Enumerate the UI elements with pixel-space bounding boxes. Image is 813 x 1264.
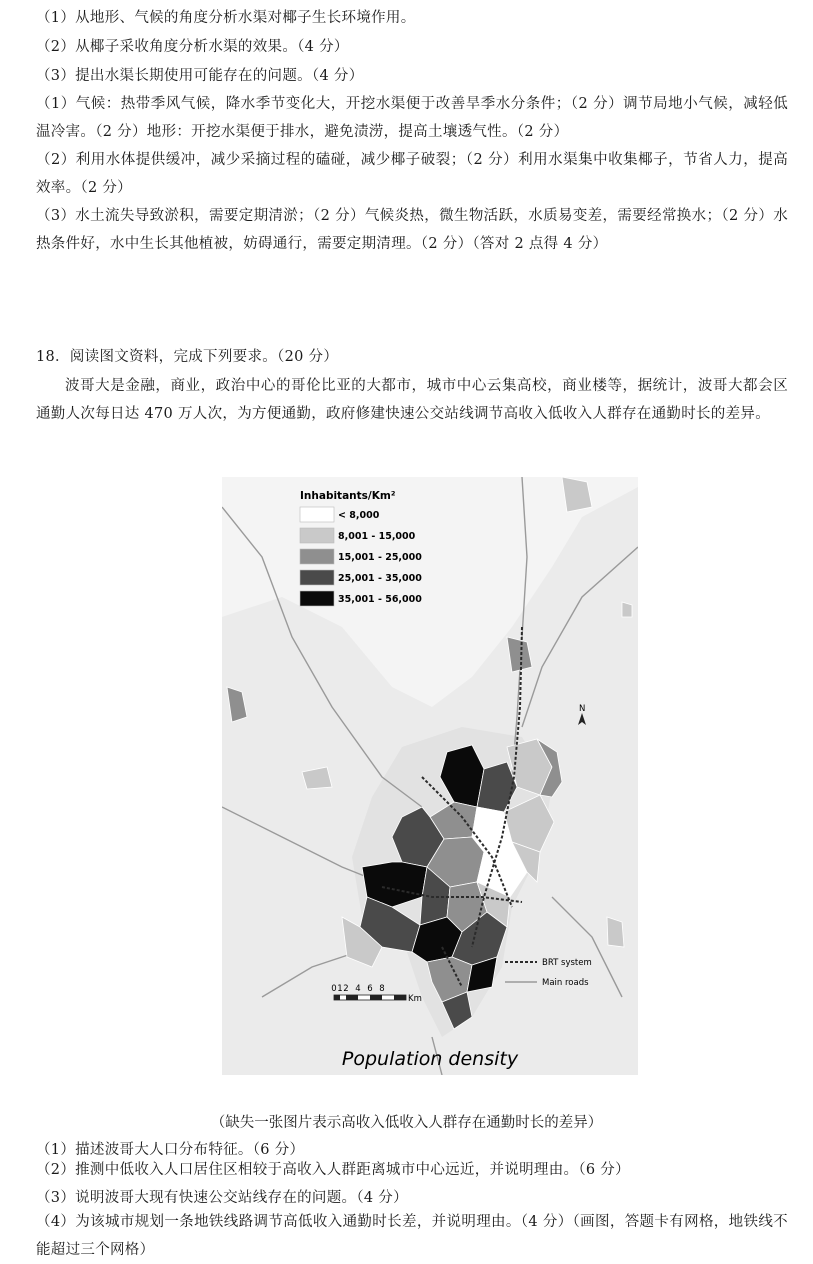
subquestion-3: （3）说明波哥大现有快速公交站线存在的问题。（4 分）	[36, 1190, 408, 1206]
subquestion-4: （4）为该城市规划一条地铁线路调节高低收入通勤时长差，并说明理由。（4 分）（画图，答题卡有网格，地铁线不能超过三个网格）	[36, 1214, 788, 1258]
question-18-heading: 18．阅读图文资料，完成下列要求。（20 分）	[36, 349, 339, 365]
brt-legend-label: BRT system	[542, 958, 592, 968]
legend-label: 8,001 - 15,000	[338, 531, 416, 542]
answer-17-3: （3）水土流失导致淤积，需要定期清淤；（2 分）气候炎热，微生物活跃，水质易变差，需要经常换水；（2 分）水热条件好，水中生长其他植被，妨碍通行，需要定期清理。（2 分）（答对 2 点得 4 分）	[36, 208, 788, 252]
legend-swatch	[300, 507, 334, 522]
subquestion-1: （1）描述波哥大人口分布特征。（6 分）	[36, 1142, 305, 1158]
subquestion-2: （2）推测中低收入人口居住区相较于高收入人群距离城市中心远近，并说明理由。（6 分）	[36, 1162, 630, 1178]
question-18-intro: 波哥大是金融，商业，政治中心的哥伦比亚的大都市，城市中心云集高校，商业楼等，据统计，波哥大都会区通勤人次每日达 470 万人次，为方便通勤，政府修建快速公交站线调节高收入低收入人群存在通勤时长的差异。	[36, 378, 788, 422]
legend-swatch	[300, 528, 334, 543]
legend-title: Inhabitants/Km²	[300, 490, 396, 502]
legend-swatch	[300, 549, 334, 564]
question-17-1: （1）从地形、气候的角度分析水渠对椰子生长环境作用。	[36, 10, 416, 26]
north-label: N	[579, 704, 586, 714]
map-caption: Population density	[341, 1048, 519, 1070]
scale-tick-label: 8	[379, 984, 385, 994]
answer-17-1: （1）气候：热带季风气候，降水季节变化大，开挖水渠便于改善旱季水分条件；（2 分）调节局地小气候，减轻低温冷害。（2 分）地形：开挖水渠便于排水，避免渍涝，提高土壤透气性。（2 分）	[36, 96, 788, 140]
answer-17-2: （2）利用水体提供缓冲，减少采摘过程的磕碰，减少椰子破裂；（2 分）利用水渠集中收集椰子，节省人力，提高效率。（2 分）	[36, 152, 788, 196]
scale-tick-label: 0	[331, 984, 337, 994]
scale-tick-label: 2	[343, 984, 349, 994]
question-17-2: （2）从椰子采收角度分析水渠的效果。（4 分）	[36, 39, 349, 55]
population-density-map	[222, 477, 638, 1075]
roads-legend-label: Main roads	[542, 978, 589, 988]
missing-figure-note: （缺失一张图片表示高收入低收入人群存在通勤时长的差异）	[210, 1115, 603, 1131]
legend-label: < 8,000	[338, 510, 380, 521]
legend-swatch	[300, 570, 334, 585]
scale-tick-label: 6	[367, 984, 373, 994]
legend-label: 25,001 - 35,000	[338, 573, 422, 584]
legend-label: 35,001 - 56,000	[338, 594, 422, 605]
scale-unit: Km	[408, 994, 422, 1004]
question-17-3: （3）提出水渠长期使用可能存在的问题。（4 分）	[36, 68, 364, 84]
scale-tick-label: 4	[355, 984, 361, 994]
legend-label: 15,001 - 25,000	[338, 552, 422, 563]
scale-tick-label: 1	[337, 984, 343, 994]
legend-swatch	[300, 591, 334, 606]
